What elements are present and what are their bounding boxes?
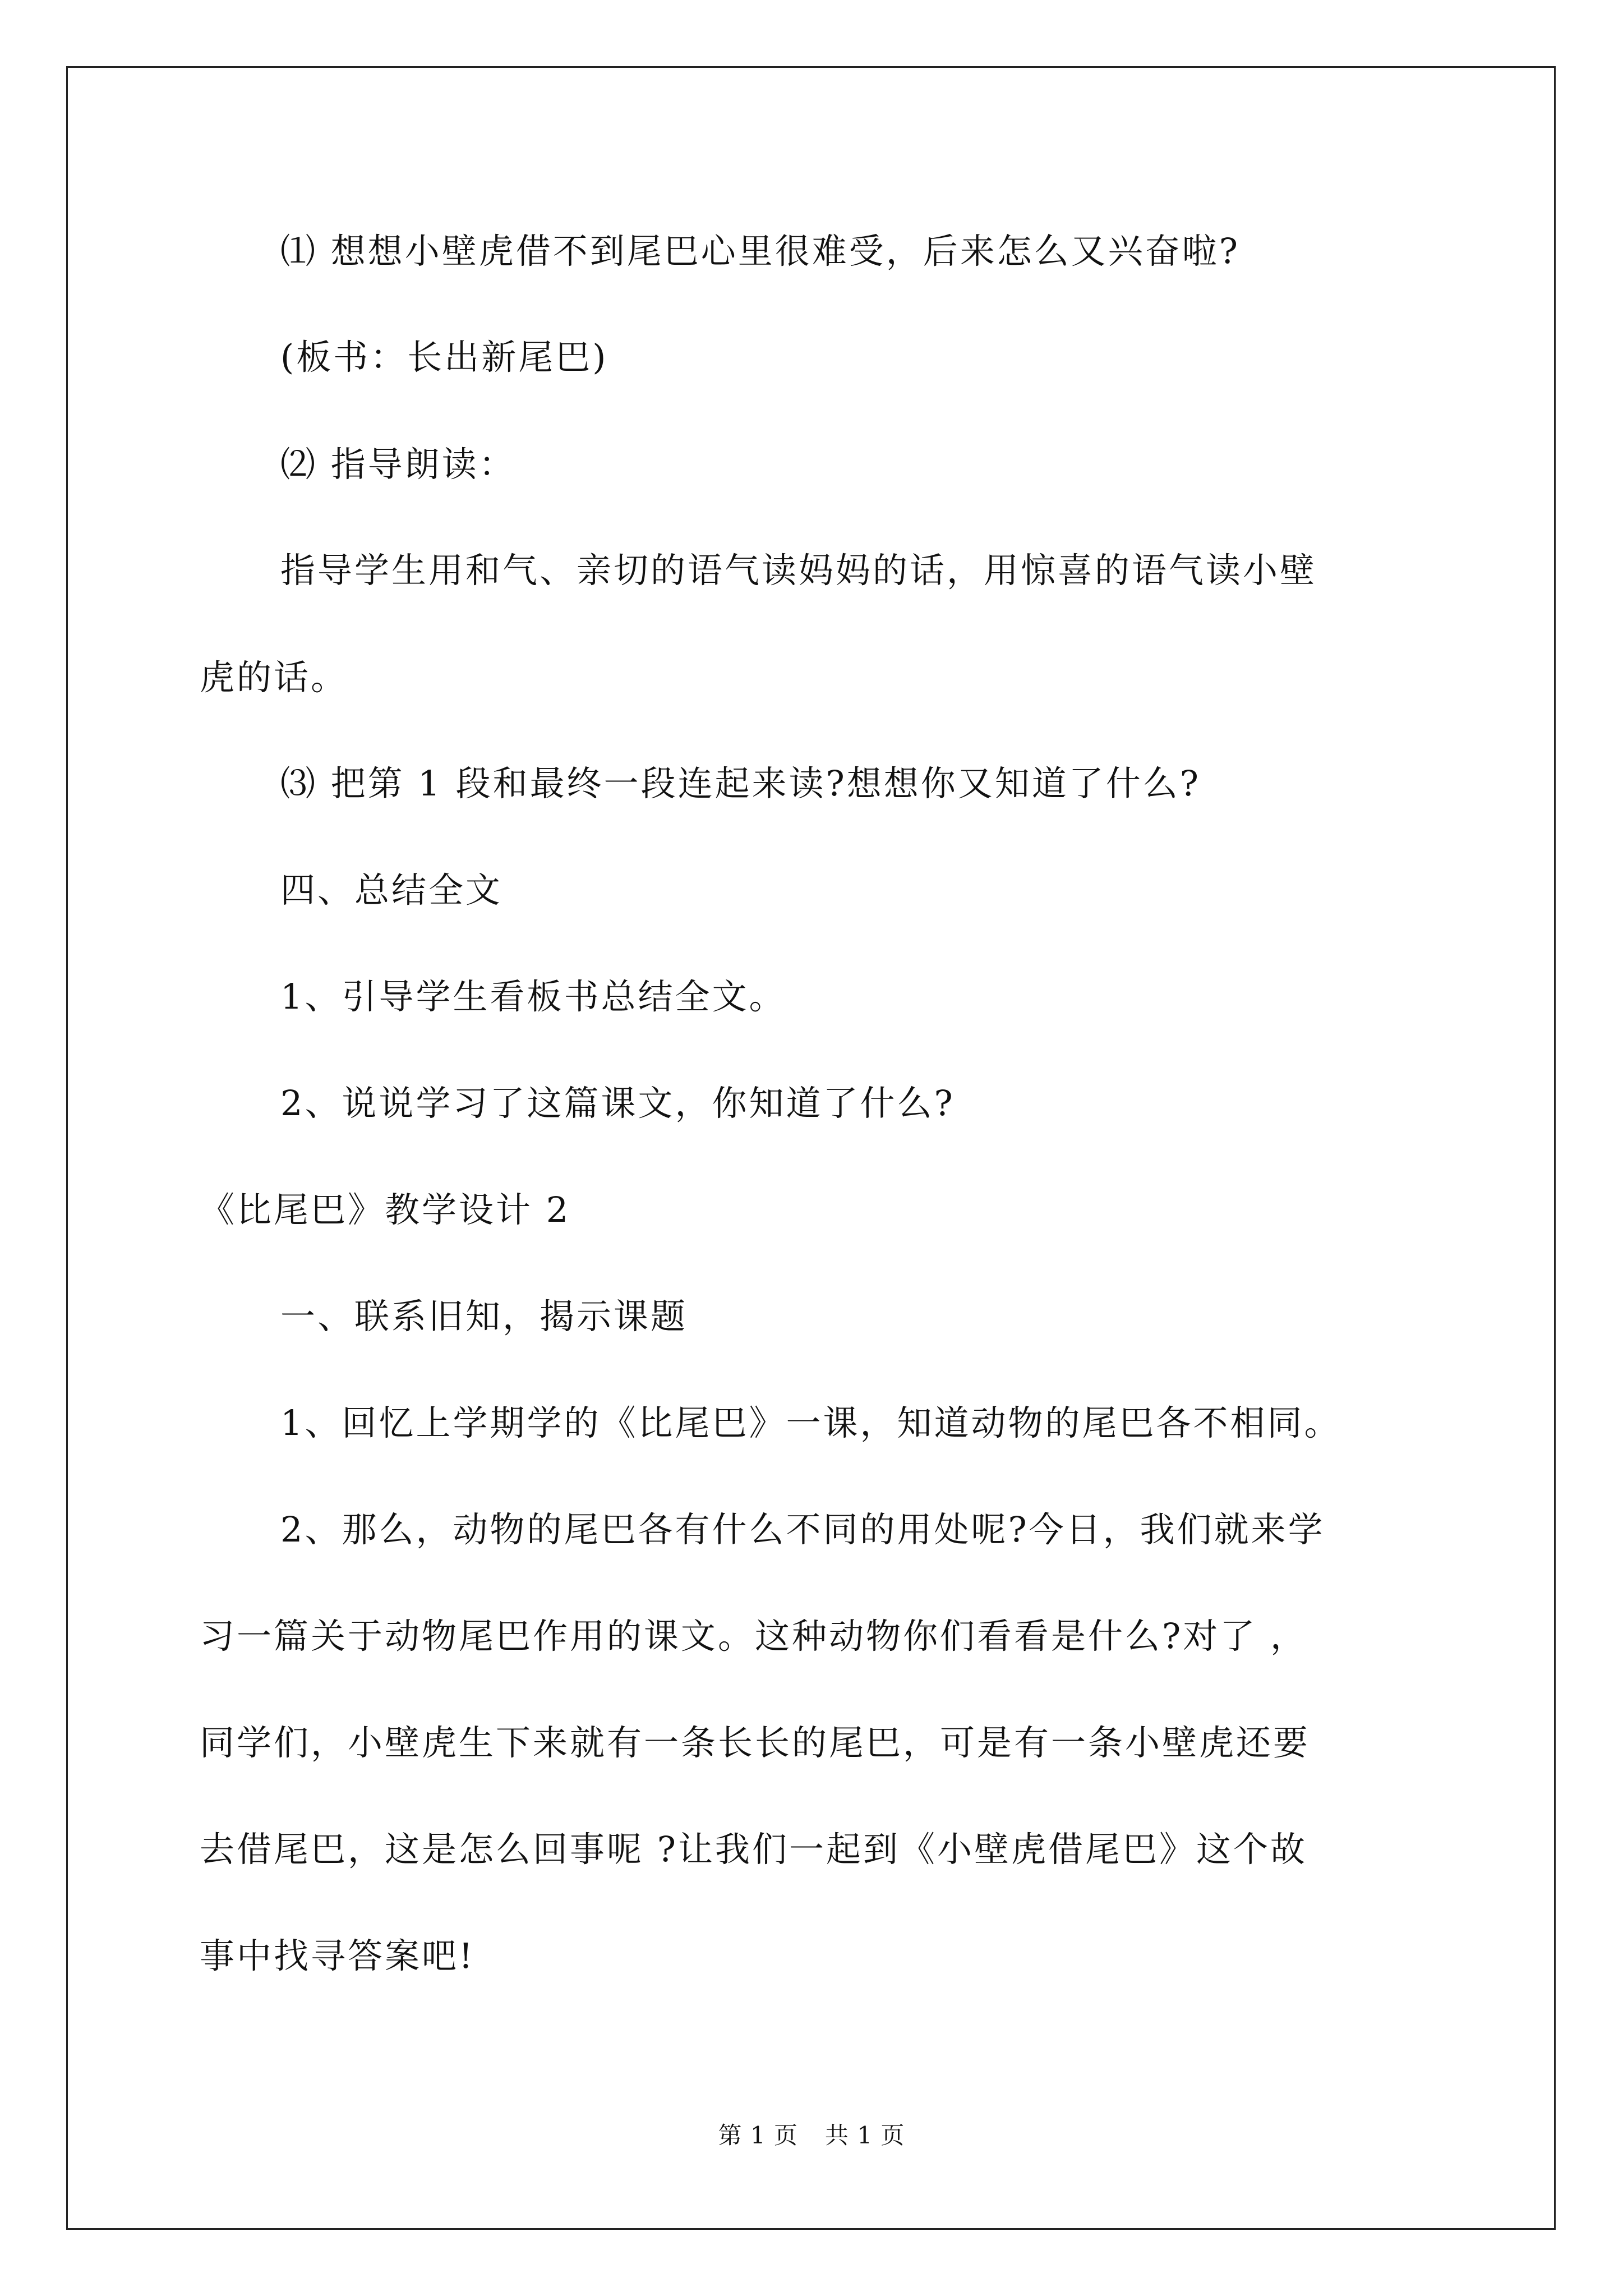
paragraph-line: 2、说说学习了这篇课文，你知道了什么? bbox=[280, 1083, 955, 1124]
paragraph-line: ⑵ 指导朗读： bbox=[280, 444, 516, 485]
paragraph-line: 同学们，小壁虎生下来就有一条长长的尾巴，可是有一条小壁虎还要 bbox=[200, 1722, 1311, 1763]
paragraph-line: 虎的话。 bbox=[200, 657, 348, 698]
page-number: 第 1 页 bbox=[718, 2122, 798, 2149]
page-total: 共 1 页 bbox=[825, 2122, 905, 2149]
paragraph-line: 2、那么，动物的尾巴各有什么不同的用处呢?今日，我们就来学 bbox=[280, 1509, 1325, 1550]
paragraph-line: 事中找寻答案吧! bbox=[200, 1935, 475, 1976]
paragraph-line: 指导学生用和气、亲切的语气读妈妈的话，用惊喜的语气读小壁 bbox=[280, 550, 1317, 591]
section-heading: 一、联系旧知，揭示课题 bbox=[280, 1296, 688, 1337]
paragraph-line: 1、回忆上学期学的《比尾巴》一课，知道动物的尾巴各不相同。 bbox=[280, 1402, 1341, 1443]
paragraph-line: ⑶ 把第 1 段和最终一段连起来读?想想你又知道了什么? bbox=[280, 763, 1201, 804]
document-title: 《比尾巴》教学设计 2 bbox=[200, 1189, 571, 1230]
paragraph-line: ⑴ 想想小壁虎借不到尾巴心里很难受，后来怎么又兴奋啦? bbox=[280, 231, 1240, 272]
paragraph-line: (板书：长出新尾巴) bbox=[280, 337, 608, 378]
paragraph-line: 去借尾巴，这是怎么回事呢 ?让我们一起到《小壁虎借尾巴》这个故 bbox=[200, 1829, 1307, 1870]
paragraph-line: 习一篇关于动物尾巴作用的课文。这种动物你们看看是什么?对了 ， bbox=[200, 1616, 1307, 1657]
page-border bbox=[66, 66, 1556, 2230]
page-footer bbox=[0, 2119, 1623, 2152]
paragraph-line: 1、引导学生看板书总结全文。 bbox=[280, 976, 786, 1017]
section-heading: 四、总结全文 bbox=[280, 869, 503, 910]
